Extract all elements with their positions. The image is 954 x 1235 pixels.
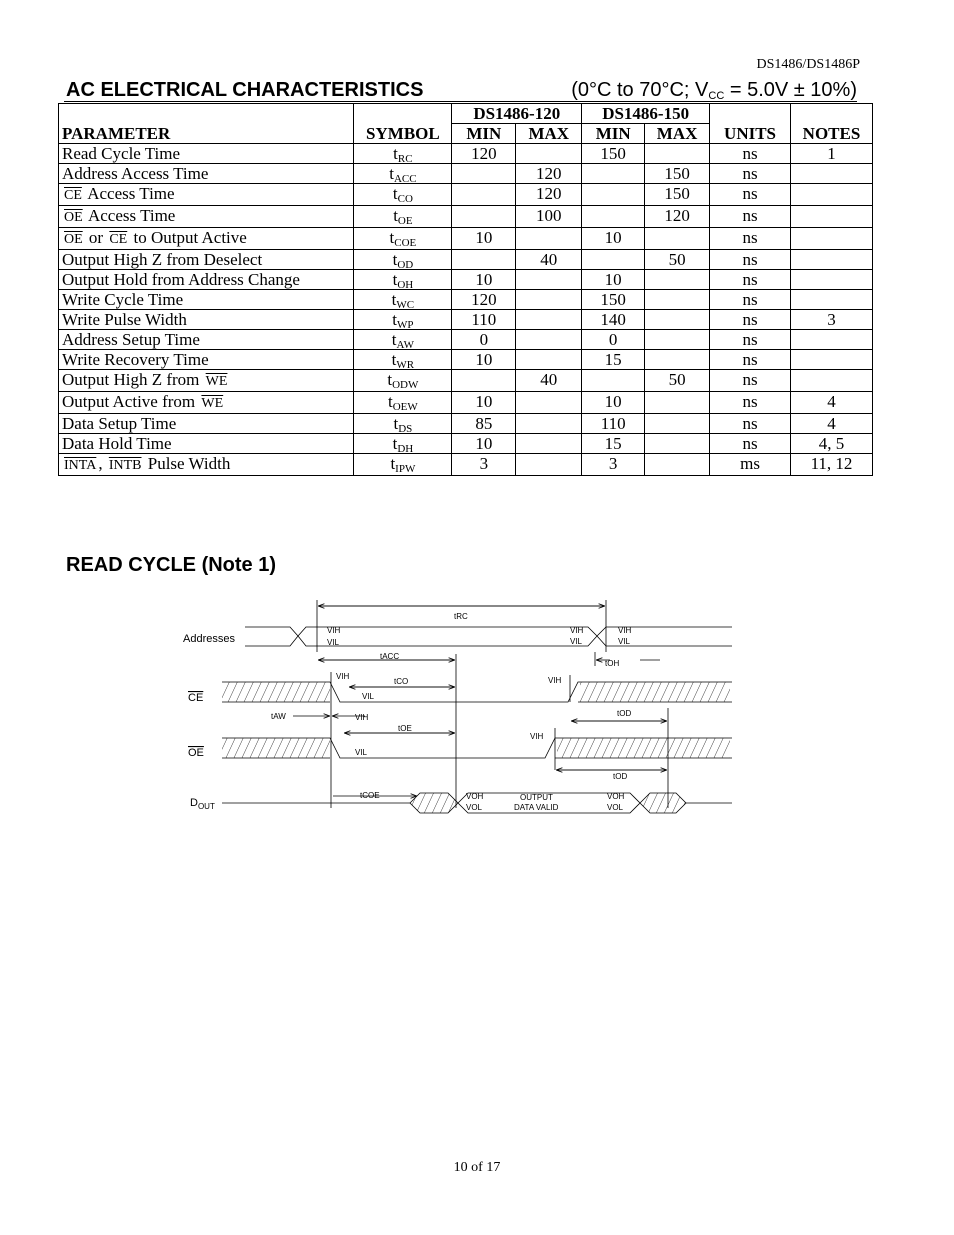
max-120-cell: [516, 434, 582, 454]
max-120-cell: 120: [516, 164, 582, 184]
units-cell: ns: [710, 228, 791, 250]
signal-addresses: Addresses: [183, 633, 235, 645]
min-150-cell: [582, 164, 645, 184]
max-150-cell: 50: [645, 370, 710, 392]
symbol-cell: $t_{CO}$: [354, 184, 452, 206]
parameter-cell: [59, 310, 354, 330]
header-notes: NOTES: [791, 104, 873, 144]
min-150-cell: 10: [582, 228, 645, 250]
max-120-cell: [516, 454, 582, 476]
min-150-cell: 0: [582, 330, 645, 350]
units-cell: ms: [710, 454, 791, 476]
parameter-cell: [59, 270, 354, 290]
label-tcoe: tCOE: [360, 791, 380, 800]
parameter-text: Access Time: [83, 184, 175, 203]
table-row: [59, 206, 873, 228]
max-150-cell: [645, 270, 710, 290]
max-120-cell: [516, 392, 582, 414]
units-cell: ns: [710, 310, 791, 330]
min-150-cell: [582, 184, 645, 206]
notes-cell: [791, 290, 873, 310]
table-row: [59, 228, 873, 250]
label-taw: tAW: [271, 712, 286, 721]
parameter-text: Output High Z from Deselect: [62, 250, 263, 269]
symbol-cell: $t_{OH}$: [354, 270, 452, 290]
parameter-cell: [59, 370, 354, 392]
parameter-cell: [59, 350, 354, 370]
min-150-cell: 15: [582, 350, 645, 370]
label-toe: tOE: [398, 724, 412, 733]
table-row: [59, 414, 873, 434]
parameter-text: $\overline{OE}$: [64, 210, 83, 225]
header-parameter: PARAMETER: [59, 104, 354, 144]
parameter-text: Output Active from: [62, 392, 200, 411]
units-cell: ns: [710, 206, 791, 228]
level-vih: VIH: [548, 676, 562, 685]
max-150-cell: 50: [645, 250, 710, 270]
table-row: [59, 350, 873, 370]
notes-cell: 3: [791, 310, 873, 330]
units-cell: ns: [710, 270, 791, 290]
max-150-cell: [645, 434, 710, 454]
min-120-cell: 10: [452, 392, 516, 414]
parameter-cell: [59, 184, 354, 206]
notes-cell: [791, 228, 873, 250]
read-cycle-title: READ CYCLE (Note 1): [66, 554, 277, 576]
parameter-text: Write Cycle Time: [62, 290, 184, 309]
parameter-text: $\overline{CE}$: [64, 188, 82, 203]
symbol-cell: $t_{DS}$: [354, 414, 452, 434]
label-output: OUTPUT: [520, 793, 553, 802]
oe-waveform: [222, 738, 732, 758]
units-cell: ns: [710, 164, 791, 184]
notes-cell: 4: [791, 414, 873, 434]
units-cell: ns: [710, 392, 791, 414]
level-vil: VIL: [362, 692, 375, 701]
level-vil: VIL: [570, 637, 583, 646]
units-cell: ns: [710, 330, 791, 350]
min-120-cell: [452, 370, 516, 392]
min-120-cell: 10: [452, 270, 516, 290]
label-toh: tOH: [605, 659, 620, 668]
notes-cell: [791, 184, 873, 206]
notes-cell: [791, 250, 873, 270]
parameter-text: ,: [98, 454, 107, 473]
max-120-cell: 120: [516, 184, 582, 206]
parameter-cell: [59, 330, 354, 350]
min-150-cell: 10: [582, 270, 645, 290]
table-row: [59, 184, 873, 206]
parameter-cell: [59, 290, 354, 310]
min-150-cell: 140: [582, 310, 645, 330]
header-symbol: SYMBOL: [354, 104, 452, 144]
level-vol: VOL: [466, 803, 483, 812]
parameter-text: Data Hold Time: [62, 434, 172, 453]
parameter-text: to Output Active: [129, 228, 247, 247]
min-120-cell: 0: [452, 330, 516, 350]
signal-oe: OE: [188, 747, 204, 759]
symbol-cell: $t_{DH}$: [354, 434, 452, 454]
parameter-text: $\overline{WE}$: [201, 396, 224, 411]
parameter-cell: [59, 454, 354, 476]
symbol-cell: $t_{OD}$: [354, 250, 452, 270]
level-vih: VIH: [355, 713, 369, 722]
units-cell: ns: [710, 434, 791, 454]
min-120-cell: 85: [452, 414, 516, 434]
level-voh: VOH: [607, 792, 625, 801]
notes-cell: [791, 270, 873, 290]
min-120-cell: 120: [452, 290, 516, 310]
table-row: [59, 392, 873, 414]
max-150-cell: [645, 228, 710, 250]
parameter-text: $\overline{CE}$: [109, 232, 128, 247]
min-150-cell: 110: [582, 414, 645, 434]
header-group-150: DS1486-150: [582, 104, 710, 124]
parameter-text: Read Cycle Time: [62, 144, 181, 163]
parameter-text: $\overline{WE}$: [205, 374, 228, 389]
symbol-cell: $t_{AW}$: [354, 330, 452, 350]
addresses-waveform: [245, 627, 732, 646]
parameter-text: Write Pulse Width: [62, 310, 187, 329]
parameter-cell: [59, 414, 354, 434]
symbol-cell: $t_{ACC}$: [354, 164, 452, 184]
symbol-cell: $t_{ODW}$: [354, 370, 452, 392]
min-150-cell: [582, 370, 645, 392]
parameter-cell: [59, 228, 354, 250]
label-trc: tRC: [454, 612, 468, 621]
header-units: UNITS: [710, 104, 791, 144]
notes-cell: 1: [791, 144, 873, 164]
notes-cell: [791, 330, 873, 350]
label-tco: tCO: [394, 677, 409, 686]
units-cell: ns: [710, 144, 791, 164]
max-150-cell: 120: [645, 206, 710, 228]
notes-cell: [791, 206, 873, 228]
title-rule: [64, 101, 857, 102]
parameter-cell: [59, 434, 354, 454]
label-tacc: tACC: [380, 652, 400, 661]
parameter-cell: [59, 164, 354, 184]
max-120-cell: [516, 310, 582, 330]
parameter-cell: [59, 144, 354, 164]
min-150-cell: [582, 206, 645, 228]
units-cell: ns: [710, 250, 791, 270]
min-150-cell: 150: [582, 144, 645, 164]
table-row: [59, 370, 873, 392]
header-max: MAX: [516, 124, 582, 144]
max-120-cell: [516, 414, 582, 434]
min-150-cell: [582, 250, 645, 270]
max-120-cell: [516, 144, 582, 164]
symbol-cell: $t_{IPW}$: [354, 454, 452, 476]
level-vih: VIH: [570, 626, 584, 635]
parameter-text: or: [84, 228, 108, 247]
level-voh: VOH: [466, 792, 484, 801]
parameter-text: Address Setup Time: [62, 330, 200, 349]
table-row: [59, 454, 873, 476]
min-120-cell: 110: [452, 310, 516, 330]
parameter-text: Output High Z from: [62, 370, 204, 389]
max-150-cell: [645, 350, 710, 370]
read-cycle-timing-diagram: [0, 590, 954, 830]
ac-characteristics-table: [58, 103, 873, 476]
notes-cell: [791, 370, 873, 392]
max-150-cell: [645, 414, 710, 434]
label-tod: tOD: [617, 709, 632, 718]
parameter-text: INTA: [64, 458, 97, 473]
notes-cell: 4: [791, 392, 873, 414]
parameter-text: Address Access Time: [62, 164, 209, 183]
document-id: DS1486/DS1486P: [756, 57, 860, 72]
parameter-text: Output Hold from Address Change: [62, 270, 300, 289]
symbol-cell: $t_{COE}$: [354, 228, 452, 250]
symbol-cell: $t_{RC}$: [354, 144, 452, 164]
table-row: [59, 270, 873, 290]
parameter-text: Pulse Width: [143, 454, 231, 473]
units-cell: ns: [710, 350, 791, 370]
max-120-cell: 100: [516, 206, 582, 228]
parameter-text: Data Setup Time: [62, 414, 177, 433]
max-120-cell: [516, 350, 582, 370]
operating-conditions: (0°C to 70°C; $V_{CC} = 5.0V \pm 10\%$): [571, 79, 857, 102]
max-120-cell: [516, 330, 582, 350]
min-150-cell: 10: [582, 392, 645, 414]
notes-cell: 11, 12: [791, 454, 873, 476]
table-row: [59, 250, 873, 270]
parameter-text: $\overline{OE}$: [64, 232, 83, 247]
table-header-row-1: [59, 104, 873, 124]
min-120-cell: 10: [452, 228, 516, 250]
parameter-text: Access Time: [84, 206, 176, 225]
label-data-valid: DATA VALID: [514, 803, 559, 812]
level-vih: VIH: [530, 732, 544, 741]
max-150-cell: [645, 310, 710, 330]
max-150-cell: 150: [645, 184, 710, 206]
symbol-cell: $t_{OEW}$: [354, 392, 452, 414]
units-cell: ns: [710, 290, 791, 310]
min-150-cell: 3: [582, 454, 645, 476]
level-vih: VIH: [327, 626, 341, 635]
parameter-text: INTB: [108, 458, 142, 473]
max-120-cell: [516, 270, 582, 290]
level-vil: VIL: [327, 638, 340, 647]
signal-ce: CE: [188, 692, 204, 704]
symbol-cell: $t_{OE}$: [354, 206, 452, 228]
max-150-cell: [645, 454, 710, 476]
units-cell: ns: [710, 370, 791, 392]
max-150-cell: [645, 330, 710, 350]
min-120-cell: [452, 184, 516, 206]
table-row: [59, 434, 873, 454]
notes-cell: [791, 164, 873, 184]
max-120-cell: [516, 290, 582, 310]
signal-dout: $D_{OUT}$: [190, 797, 215, 811]
header-max: MAX: [645, 124, 710, 144]
table-row: [59, 290, 873, 310]
level-vil: VIL: [355, 748, 368, 757]
table-row: [59, 164, 873, 184]
header-min: MIN: [452, 124, 516, 144]
level-vih: VIH: [618, 626, 632, 635]
table-row: [59, 144, 873, 164]
max-120-cell: 40: [516, 250, 582, 270]
parameter-cell: [59, 250, 354, 270]
min-120-cell: [452, 164, 516, 184]
min-120-cell: [452, 250, 516, 270]
min-150-cell: 150: [582, 290, 645, 310]
ac-characteristics-title: AC ELECTRICAL CHARACTERISTICS: [66, 79, 424, 101]
symbol-cell: $t_{WC}$: [354, 290, 452, 310]
max-120-cell: 40: [516, 370, 582, 392]
max-120-cell: [516, 228, 582, 250]
symbol-cell: $t_{WP}$: [354, 310, 452, 330]
parameter-text: Write Recovery Time: [62, 350, 209, 369]
max-150-cell: [645, 290, 710, 310]
min-120-cell: 3: [452, 454, 516, 476]
header-min: MIN: [582, 124, 645, 144]
max-150-cell: 150: [645, 164, 710, 184]
min-120-cell: 10: [452, 350, 516, 370]
level-vil: VIL: [618, 637, 631, 646]
ce-waveform: [222, 682, 732, 702]
min-120-cell: [452, 206, 516, 228]
label-tod: tOD: [613, 772, 628, 781]
header-group-120: DS1486-120: [452, 104, 582, 124]
table-row: [59, 330, 873, 350]
min-120-cell: 10: [452, 434, 516, 454]
units-cell: ns: [710, 414, 791, 434]
max-150-cell: [645, 392, 710, 414]
parameter-cell: [59, 392, 354, 414]
level-vol: VOL: [607, 803, 624, 812]
min-120-cell: 120: [452, 144, 516, 164]
notes-cell: 4, 5: [791, 434, 873, 454]
max-150-cell: [645, 144, 710, 164]
units-cell: ns: [710, 184, 791, 206]
level-vih: VIH: [336, 672, 350, 681]
min-150-cell: 15: [582, 434, 645, 454]
notes-cell: [791, 350, 873, 370]
page-number: 10 of 17: [453, 1160, 501, 1175]
table-row: [59, 310, 873, 330]
parameter-cell: [59, 206, 354, 228]
symbol-cell: $t_{WR}$: [354, 350, 452, 370]
